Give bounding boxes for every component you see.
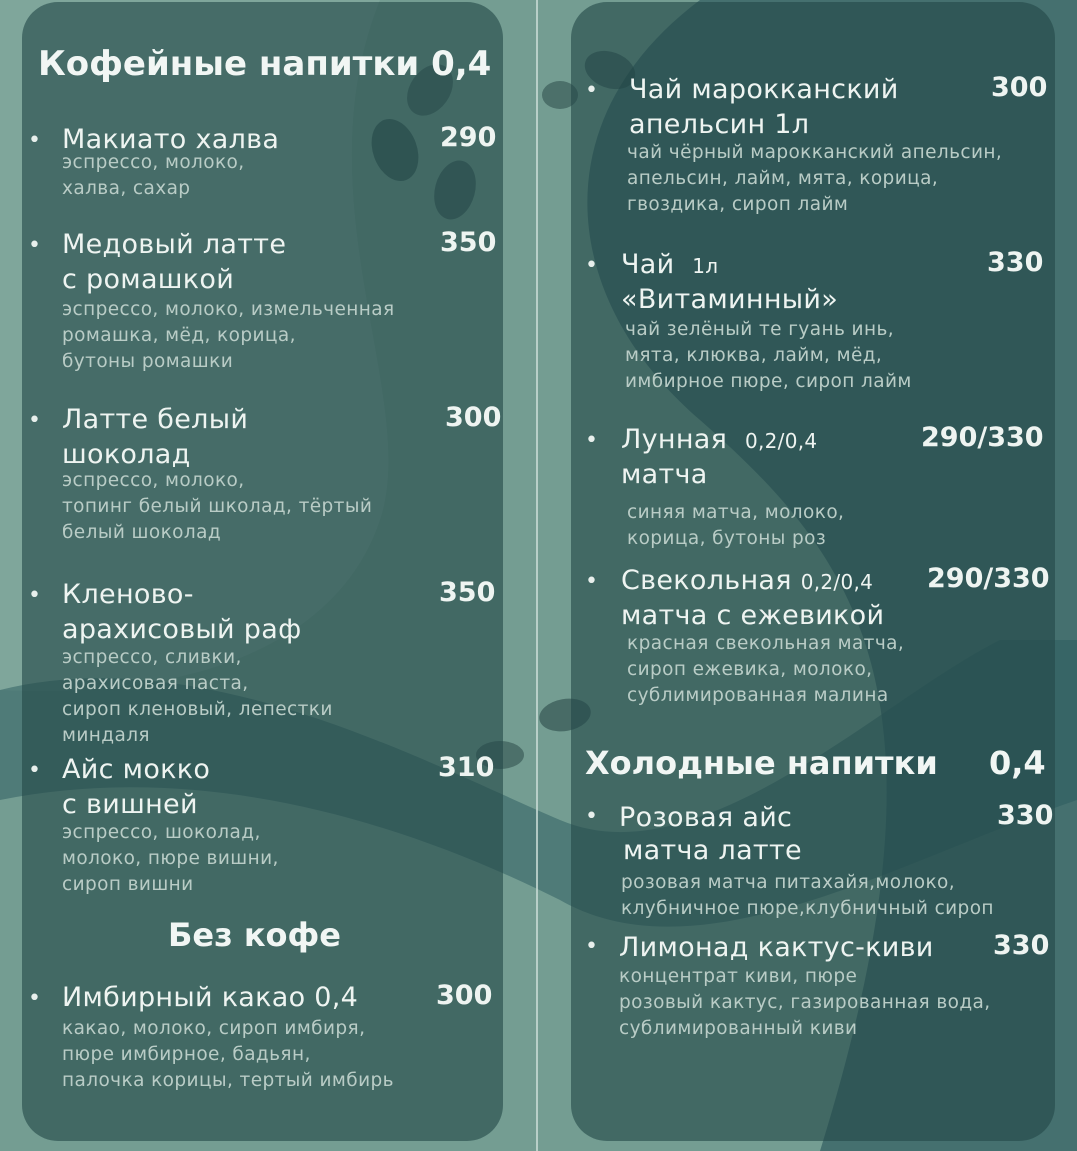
no-coffee-heading: Без кофе <box>168 916 341 954</box>
left-menu-panel <box>22 2 503 1141</box>
menu-item <box>571 72 1055 232</box>
bullet-icon: • <box>585 934 598 959</box>
item-description: синяя матча, молоко, корица, бутоны роз <box>627 502 845 549</box>
item-description: эспрессо, сливки, арахисовая паста, сироп кленовый, лепестки миндаля <box>62 647 333 746</box>
bullet-icon: • <box>585 253 598 278</box>
item-price: 300 <box>991 72 1048 103</box>
item-name: Свекольная 0,2/0,4 <box>621 565 874 596</box>
menu-item <box>571 422 1055 552</box>
bullet-icon: • <box>28 986 41 1011</box>
item-name: Макиато халва <box>62 124 280 155</box>
item-name-line2: шоколад <box>62 439 191 470</box>
item-price: 300 <box>436 980 493 1011</box>
cold-drinks-volume: 0,4 <box>989 744 1046 782</box>
item-price: 350 <box>440 227 497 258</box>
item-price: 350 <box>439 577 496 608</box>
item-name-line2: апельсин 1л <box>629 109 810 140</box>
bullet-icon: • <box>28 583 41 608</box>
bullet-icon: • <box>585 569 598 594</box>
center-divider <box>536 0 538 1151</box>
item-description: эспрессо, молоко, измельченная ромашка, мёд, корица, бутоны ромашки <box>62 299 395 372</box>
menu-item <box>571 247 1055 407</box>
bullet-icon: • <box>28 128 41 153</box>
item-name: Кленово- <box>62 579 194 610</box>
item-description: концентрат киви, пюре розовый кактус, газированная вода, сублимированный киви <box>619 966 991 1039</box>
menu-item <box>571 930 1055 1050</box>
menu-item <box>22 577 503 747</box>
item-name: Розовая айс <box>619 802 793 833</box>
item-name: Латте белый <box>62 404 249 435</box>
menu-item <box>22 402 503 552</box>
item-price: 330 <box>997 800 1054 831</box>
item-price: 310 <box>438 752 495 783</box>
item-description: розовая матча питахайя,молоко, клубничное пюре,клубничный сироп <box>621 872 994 919</box>
bullet-icon: • <box>28 233 41 258</box>
bullet-icon: • <box>585 78 598 103</box>
item-description: эспрессо, молоко, топинг белый школад, тёртый белый шоколад <box>62 470 373 543</box>
menu-item <box>571 563 1055 713</box>
item-name: Лимонад кактус-киви <box>619 932 934 963</box>
bullet-icon: • <box>28 758 41 783</box>
item-name: Чай 1л <box>621 249 719 280</box>
item-price: 300 <box>445 402 502 433</box>
item-price: 290/330 <box>927 563 1050 594</box>
bullet-icon: • <box>28 408 41 433</box>
item-name: Медовый латте <box>62 229 287 260</box>
menu-item <box>22 122 503 212</box>
item-name-line2: с вишней <box>62 789 198 820</box>
item-price: 330 <box>993 930 1050 961</box>
menu-item <box>22 752 503 902</box>
right-menu-panel <box>571 2 1055 1141</box>
item-description: какао, молоко, сироп имбиря, пюре имбирное, бадьян, палочка корицы, тертый имбирь <box>62 1018 394 1091</box>
item-description: красная свекольная матча, сироп ежевика, молоко, сублимированная малина <box>627 633 905 706</box>
menu-item <box>22 227 503 387</box>
item-name-line2: матча латте <box>623 835 802 866</box>
bullet-icon: • <box>585 428 598 453</box>
item-name-line2: арахисовый раф <box>62 614 302 645</box>
item-name: Айс мокко <box>62 754 211 785</box>
item-name-line2: с ромашкой <box>62 264 235 295</box>
item-price: 290 <box>440 122 497 153</box>
item-description: эспрессо, молоко, халва, сахар <box>62 152 245 199</box>
coffee-drinks-heading: Кофейные напитки 0,4 <box>38 44 492 84</box>
cold-drinks-heading: Холодные напитки <box>585 744 938 782</box>
item-description: чай зелёный те гуань инь, мята, клюква, лайм, мёд, имбирное пюре, сироп лайм <box>625 319 912 392</box>
item-name: Имбирный какао 0,4 <box>62 982 359 1013</box>
item-name: Чай марокканский <box>629 74 899 105</box>
item-description: чай чёрный марокканский апельсин, апельсин, лайм, мята, корица, гвоздика, сироп лайм <box>627 142 1003 215</box>
item-price: 290/330 <box>921 422 1044 453</box>
menu-item <box>571 800 1055 930</box>
item-name-line2: матча <box>621 459 708 490</box>
bullet-icon: • <box>585 804 598 829</box>
item-name: Лунная 0,2/0,4 <box>621 424 818 455</box>
item-description: эспрессо, шоколад, молоко, пюре вишни, сироп вишни <box>62 822 279 895</box>
menu-item <box>22 980 503 1100</box>
item-name-line2: «Витаминный» <box>621 284 839 315</box>
item-price: 330 <box>987 247 1044 278</box>
item-name-line2: матча с ежевикой <box>621 600 885 631</box>
